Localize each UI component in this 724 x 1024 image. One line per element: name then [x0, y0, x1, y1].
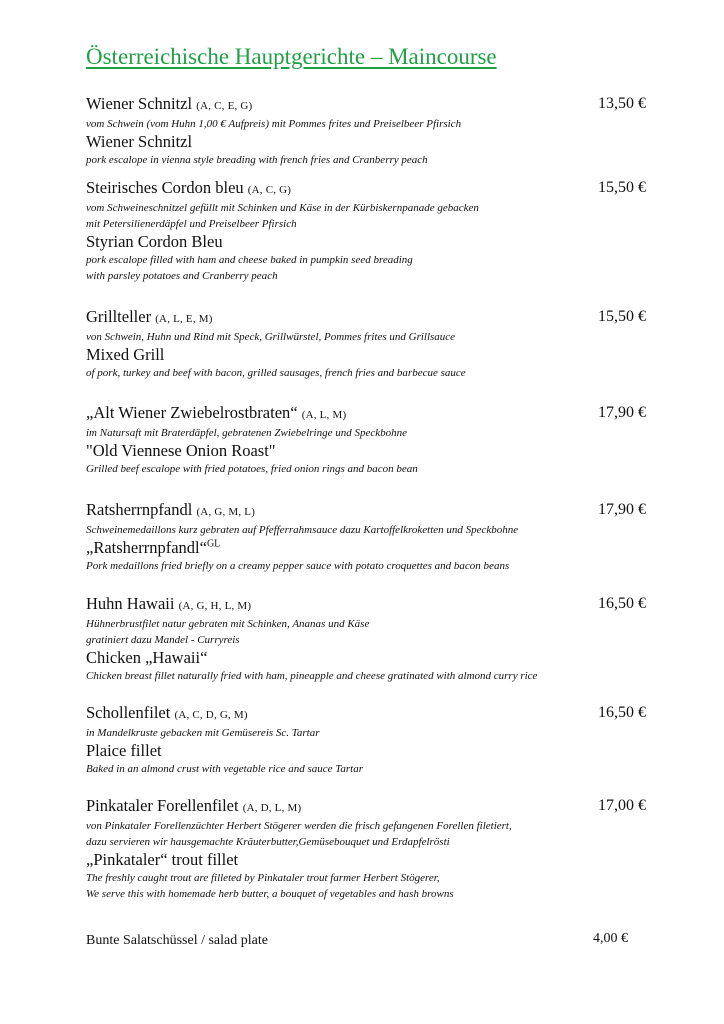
dish-price: 17,90 €: [598, 404, 646, 421]
description-de: vom Schweineschnitzel gefüllt mit Schinken und Käse in der Kürbiskernpanade gebacken: [86, 202, 479, 214]
description-de: gratiniert dazu Mandel - Curryreis: [86, 634, 240, 646]
description-de: mit Petersilienerdäpfel und Preiselbeer Pfirsich: [86, 218, 297, 230]
dish-grillteller: [86, 307, 646, 381]
dish-ratsherrnpfandl: [86, 500, 646, 574]
description-de: im Natursaft mit Braterdäpfel, gebratenen Zwiebelringe und Speckbohne: [86, 427, 407, 439]
description-de: Schweinemedaillons kurz gebraten auf Pfefferrahmsauce dazu Kartoffelkroketten und Speckbohne: [86, 524, 519, 536]
dish-name: Steirisches Cordon bleu (A, C, G): [86, 178, 292, 197]
dish-schollenfilet: [86, 703, 646, 777]
allergen-codes: (A, G, M, L): [196, 506, 256, 518]
dish-wiener-schnitzl: [86, 94, 646, 168]
dish-name-en: „Pinkataler“ trout fillet: [86, 850, 239, 869]
dish-name-en: Chicken „Hawaii“: [86, 648, 208, 667]
dish-zwiebelrostbraten: [86, 403, 646, 477]
dish-price: 16,50 €: [598, 595, 646, 612]
dish-name: Schollenfilet (A, C, D, G, M): [86, 703, 248, 722]
dish-name: „Alt Wiener Zwiebelrostbraten“ (A, L, M): [86, 403, 347, 422]
description-de: vom Schwein (vom Huhn 1,00 € Aufpreis) mit Pommes frites und Preiselbeer Pfirsich: [86, 118, 462, 130]
description-en: pork escalope filled with ham and cheese baked in pumpkin seed breading: [86, 254, 413, 266]
description-en: with parsley potatoes and Cranberry peach: [86, 270, 278, 282]
dish-price: 17,90 €: [598, 501, 646, 518]
dish-name: Wiener Schnitzl (A, C, E, G): [86, 94, 253, 113]
description-de: von Schwein, Huhn und Rind mit Speck, Grillwürstel, Pommes frites und Grillsauce: [86, 331, 456, 343]
menu-title: Österreichische Hauptgerichte – Maincourse: [86, 44, 497, 69]
description-en: Chicken breast fillet naturally fried with ham, pineapple and cheese gratinated with almond curry rice: [86, 670, 538, 682]
description-de: dazu servieren wir hausgemachte Kräuterbutter,Gemüsebouquet und Erdapfelrösti: [86, 836, 450, 848]
gluten-free-marker: GL: [206, 538, 221, 550]
description-en: The freshly caught trout are filleted by Pinkataler trout farmer Herbert Stögerer,: [86, 872, 440, 884]
dish-huhn-hawaii: [86, 594, 646, 684]
dish-price: 16,50 €: [598, 704, 646, 721]
description-en: Baked in an almond crust with vegetable rice and sauce Tartar: [86, 763, 364, 775]
dish-price: 15,50 €: [598, 179, 646, 196]
dish-price: 13,50 €: [598, 95, 646, 112]
dish-name-en: Mixed Grill: [86, 345, 165, 364]
description-en: pork escalope in vienna style breading with french fries and Cranberry peach: [86, 154, 428, 166]
description-de: Hühnerbrustfilet natur gebraten mit Schinken, Ananas und Käse: [86, 618, 370, 630]
dish-name: Ratsherrnpfandl (A, G, M, L): [86, 500, 256, 519]
allergen-codes: (A, C, E, G): [196, 100, 253, 112]
side-salad-label: Bunte Salatschüssel / salad plate: [86, 933, 268, 948]
description-en: Pork medaillons fried briefly on a creamy pepper sauce with potato croquettes and bacon beans: [86, 560, 510, 572]
allergen-codes: (A, C, D, G, M): [174, 709, 248, 721]
allergen-codes: (A, G, H, L, M): [178, 600, 252, 612]
description-en: We serve this with homemade herb butter, a bouquet of vegetables and hash browns: [86, 888, 454, 900]
allergen-codes: (A, L, M): [301, 409, 347, 421]
description-en: Grilled beef escalope with fried potatoes, fried onion rings and bacon bean: [86, 463, 418, 475]
side-salad-price: 4,00 €: [593, 931, 628, 946]
dish-name: Pinkataler Forellenfilet (A, D, L, M): [86, 796, 302, 815]
allergen-codes: (A, D, L, M): [242, 802, 302, 814]
dish-cordon-bleu: [86, 178, 646, 284]
allergen-codes: (A, C, G): [247, 184, 292, 196]
dish-name-en: „Ratsherrnpfandl“$^{GL}$: [86, 538, 221, 557]
dish-name-en: Plaice fillet: [86, 741, 162, 760]
dish-forellenfilet: [86, 796, 646, 902]
description-en: of pork, turkey and beef with bacon, grilled sausages, french fries and barbecue sauce: [86, 367, 466, 379]
dish-name: Huhn Hawaii (A, G, H, L, M): [86, 594, 252, 613]
dish-name-en: Wiener Schnitzl: [86, 132, 193, 151]
description-de: in Mandelkruste gebacken mit Gemüsereis Sc. Tartar: [86, 727, 320, 739]
dish-name-en: Styrian Cordon Bleu: [86, 232, 223, 251]
side-salad-row: [86, 929, 628, 949]
dish-price: 15,50 €: [598, 308, 646, 325]
dish-name: Grillteller (A, L, E, M): [86, 307, 213, 326]
dish-price: 17,00 €: [598, 797, 646, 814]
dish-name-en: "Old Viennese Onion Roast": [86, 441, 276, 460]
allergen-codes: (A, L, E, M): [155, 313, 213, 325]
description-de: von Pinkataler Forellenzüchter Herbert Stögerer werden die frisch gefangenen Forellen filetiert,: [86, 820, 512, 832]
